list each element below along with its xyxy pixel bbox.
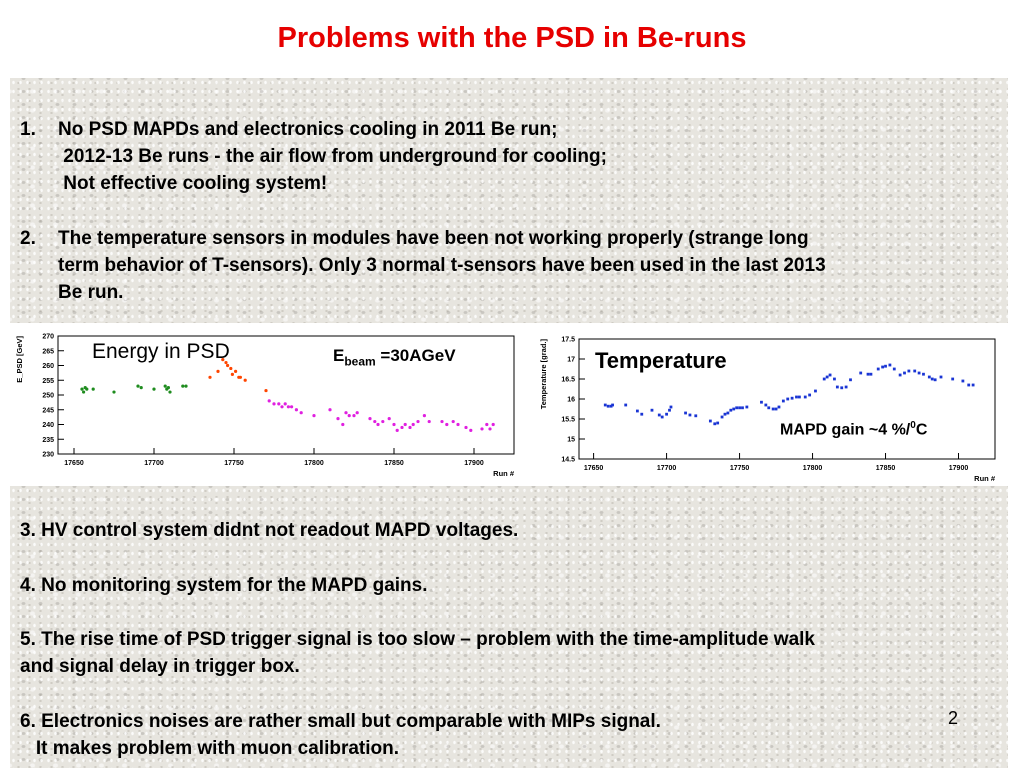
- energy-data-point: [231, 373, 234, 376]
- list-item-3: 3. HV control system didnt not readout MAPD voltages.: [20, 520, 519, 541]
- energy-x-tick-label: 17750: [224, 460, 244, 467]
- temperature-data-point: [928, 376, 931, 379]
- energy-data-point: [485, 423, 488, 426]
- energy-data-point: [164, 385, 167, 388]
- temperature-data-point: [836, 386, 839, 389]
- energy-y-tick-label: 255: [42, 377, 54, 385]
- ebeam-value: =30AGeV: [375, 346, 456, 365]
- energy-data-point: [181, 385, 184, 388]
- energy-data-point: [284, 402, 287, 405]
- energy-data-point: [373, 420, 376, 423]
- mapd-gain-sup: 0: [910, 420, 916, 431]
- energy-data-point: [277, 402, 280, 405]
- item-line: Not effective cooling system!: [58, 173, 328, 194]
- temperature-data-point: [732, 408, 735, 411]
- temperature-data-point: [709, 420, 712, 423]
- list-item-2: [20, 225, 826, 306]
- temperature-data-point: [826, 376, 829, 379]
- energy-data-point: [440, 420, 443, 423]
- energy-y-tick-label: 240: [42, 422, 54, 429]
- energy-data-point: [140, 386, 143, 389]
- energy-in-psd-label: Energy in PSD: [92, 340, 230, 363]
- energy-data-point: [184, 385, 187, 388]
- temperature-x-tick-label: 17650: [583, 465, 604, 472]
- temperature-data-point: [845, 386, 848, 389]
- energy-x-axis-label: Run #: [493, 469, 514, 478]
- temperature-data-point: [661, 416, 664, 419]
- energy-data-point: [336, 417, 339, 420]
- energy-data-point: [445, 423, 448, 426]
- temperature-data-point: [604, 404, 607, 407]
- energy-data-point: [272, 402, 275, 405]
- energy-y-axis-label: E_PSD [GeV]: [15, 336, 24, 383]
- energy-data-point: [348, 414, 351, 417]
- temperature-y-axis-label: Temperature [grad.]: [539, 339, 548, 410]
- temperature-label: Temperature: [595, 348, 727, 373]
- mapd-gain-label: [780, 420, 927, 439]
- energy-x-tick-label: 17800: [304, 460, 324, 467]
- temperature-data-point: [607, 405, 610, 408]
- energy-data-point: [456, 423, 459, 426]
- energy-data-point: [428, 420, 431, 423]
- energy-data-point: [239, 376, 242, 379]
- temperature-data-point: [640, 413, 643, 416]
- temperature-data-point: [804, 396, 807, 399]
- energy-data-point: [85, 388, 88, 391]
- temperature-data-point: [611, 404, 614, 407]
- page-number: 2: [948, 708, 959, 728]
- energy-x-tick-label: 17700: [144, 460, 164, 467]
- temperature-data-point: [729, 409, 732, 412]
- energy-y-tick-label: 245: [42, 407, 54, 415]
- temperature-data-point: [786, 398, 789, 401]
- energy-data-point: [368, 417, 371, 420]
- energy-data-point: [136, 385, 139, 388]
- temperature-data-point: [870, 373, 873, 376]
- item-number: 1.: [20, 119, 36, 140]
- temperature-data-point: [893, 368, 896, 371]
- list-item-1: [20, 116, 607, 197]
- temperature-data-point: [808, 394, 811, 397]
- temperature-data-point: [713, 422, 716, 425]
- energy-data-point: [408, 426, 411, 429]
- energy-data-point: [404, 423, 407, 426]
- temperature-data-point: [745, 406, 748, 409]
- temperature-data-point: [829, 374, 832, 377]
- temperature-data-point: [721, 416, 724, 419]
- temperature-x-tick-label: 17850: [875, 465, 896, 472]
- energy-data-point: [300, 411, 303, 414]
- item-line: 6. Electronics noises are rather small but comparable with MIPs signal.: [20, 711, 661, 732]
- temperature-data-point: [859, 372, 862, 375]
- temperature-data-point: [903, 372, 906, 375]
- slide-title: Problems with the PSD in Be-runs: [277, 22, 747, 54]
- energy-data-point: [82, 390, 85, 393]
- energy-data-point: [244, 379, 247, 382]
- temperature-y-tick-label: 14.5: [561, 456, 575, 464]
- temperature-data-point: [724, 413, 727, 416]
- energy-x-tick-label: 17650: [64, 460, 84, 467]
- temperature-data-point: [884, 365, 887, 368]
- temperature-data-point: [689, 414, 692, 417]
- energy-data-point: [328, 408, 331, 411]
- energy-data-point: [396, 429, 399, 432]
- temperature-data-point: [716, 422, 719, 425]
- temperature-data-point: [778, 406, 781, 409]
- temperature-data-point: [967, 384, 970, 387]
- mapd-gain-unit: C: [915, 421, 928, 439]
- energy-data-point: [290, 405, 293, 408]
- temperature-data-point: [922, 373, 925, 376]
- energy-data-point: [168, 390, 171, 393]
- energy-data-point: [352, 414, 355, 417]
- temperature-data-point: [881, 366, 884, 369]
- energy-data-point: [229, 367, 232, 370]
- energy-data-point: [92, 388, 95, 391]
- energy-y-tick-label: 265: [42, 348, 54, 356]
- energy-y-tick-label: 270: [42, 333, 54, 341]
- energy-data-point: [488, 427, 491, 430]
- temperature-data-point: [735, 406, 738, 409]
- temperature-x-tick-label: 17700: [656, 465, 677, 472]
- temperature-data-point: [624, 404, 627, 407]
- temperature-data-point: [760, 401, 763, 404]
- energy-y-tick-label: 260: [42, 363, 54, 370]
- item-line: The temperature sensors in modules have been not working properly (strange long: [58, 228, 809, 249]
- energy-data-point: [280, 405, 283, 408]
- energy-data-point: [234, 370, 237, 373]
- ebeam-symbol: E: [333, 346, 345, 365]
- energy-data-point: [392, 423, 395, 426]
- temperature-y-tick-label: 17: [567, 356, 575, 364]
- item-line: term behavior of T-sensors). Only 3 normal t-sensors have been used in the last 2013: [58, 255, 826, 276]
- energy-data-point: [344, 411, 347, 414]
- energy-data-point: [469, 429, 472, 432]
- energy-data-point: [412, 423, 415, 426]
- temperature-x-tick-label: 17900: [948, 465, 969, 472]
- temperature-data-point: [651, 409, 654, 412]
- temperature-data-point: [918, 372, 921, 375]
- temperature-data-point: [738, 406, 741, 409]
- item-line: 5. The rise time of PSD trigger signal is too slow – problem with the time-amplitude walk: [20, 629, 815, 650]
- item-line: Be run.: [58, 282, 124, 303]
- energy-data-point: [356, 411, 359, 414]
- energy-x-tick-label: 17850: [384, 460, 404, 467]
- temperature-data-point: [867, 373, 870, 376]
- list-item-4: 4. No monitoring system for the MAPD gains.: [20, 575, 428, 596]
- temperature-x-tick-label: 17750: [729, 465, 750, 472]
- temperature-data-point: [889, 364, 892, 367]
- temperature-data-point: [665, 413, 668, 416]
- energy-data-point: [287, 405, 290, 408]
- energy-data-point: [452, 420, 455, 423]
- temperature-data-point: [877, 368, 880, 371]
- temperature-y-tick-label: 15.5: [561, 416, 575, 424]
- temperature-data-point: [940, 376, 943, 379]
- temperature-y-tick-label: 16.5: [561, 376, 575, 384]
- temperature-data-point: [934, 378, 937, 381]
- energy-data-point: [312, 414, 315, 417]
- temperature-data-point: [913, 370, 916, 373]
- temperature-data-point: [658, 414, 661, 417]
- mapd-gain-text: MAPD gain ~4 %/: [780, 421, 911, 439]
- temperature-data-point: [767, 406, 770, 409]
- temperature-x-axis-label: Run #: [974, 474, 995, 483]
- energy-data-point: [80, 388, 83, 391]
- temperature-data-point: [798, 396, 801, 399]
- item-line: It makes problem with muon calibration.: [20, 738, 400, 759]
- temperature-data-point: [764, 404, 767, 407]
- temperature-data-point: [931, 378, 934, 381]
- item-number: 2.: [20, 228, 36, 249]
- temperature-data-point: [833, 378, 836, 381]
- temperature-y-tick-label: 16: [567, 396, 575, 404]
- temperature-data-point: [772, 408, 775, 411]
- temperature-data-point: [951, 378, 954, 381]
- ebeam-label: [333, 346, 456, 368]
- ebeam-subscript: beam: [344, 354, 376, 369]
- item-line: and signal delay in trigger box.: [20, 656, 300, 677]
- temperature-data-point: [741, 406, 744, 409]
- energy-data-point: [388, 417, 391, 420]
- energy-data-point: [416, 420, 419, 423]
- energy-data-point: [492, 423, 495, 426]
- temperature-data-point: [899, 374, 902, 377]
- temperature-data-point: [782, 400, 785, 403]
- temperature-x-tick-label: 17800: [802, 465, 823, 472]
- temperature-data-point: [907, 370, 910, 373]
- list-item-6: [20, 708, 661, 762]
- temperature-data-point: [823, 378, 826, 381]
- temperature-y-tick-label: 15: [567, 436, 575, 444]
- energy-data-point: [381, 420, 384, 423]
- temperature-data-point: [636, 410, 639, 413]
- energy-data-point: [376, 423, 379, 426]
- temperature-data-point: [849, 378, 852, 381]
- temperature-data-point: [775, 408, 778, 411]
- energy-data-point: [226, 364, 229, 367]
- energy-x-tick-label: 17900: [464, 460, 484, 467]
- temperature-data-point: [684, 412, 687, 415]
- energy-data-point: [208, 376, 211, 379]
- energy-data-point: [480, 427, 483, 430]
- list-item-5: [20, 626, 815, 680]
- temperature-data-point: [840, 386, 843, 389]
- temperature-data-point: [795, 396, 798, 399]
- energy-data-point: [464, 426, 467, 429]
- item-line: No PSD MAPDs and electronics cooling in 2011 Be run;: [58, 119, 558, 140]
- temperature-data-point: [670, 406, 673, 409]
- energy-data-point: [216, 370, 219, 373]
- energy-data-point: [423, 414, 426, 417]
- energy-y-tick-label: 250: [42, 392, 54, 400]
- energy-data-point: [341, 423, 344, 426]
- temperature-data-point: [726, 412, 729, 415]
- item-line: 2012-13 Be runs - the air flow from underground for cooling;: [58, 146, 607, 167]
- temperature-data-point: [694, 414, 697, 417]
- temperature-y-tick-label: 17.5: [561, 336, 575, 344]
- energy-data-point: [400, 426, 403, 429]
- energy-data-point: [152, 388, 155, 391]
- energy-data-point: [112, 390, 115, 393]
- temperature-data-point: [668, 409, 671, 412]
- energy-data-point: [167, 386, 170, 389]
- temperature-data-point: [961, 380, 964, 383]
- energy-data-point: [268, 399, 271, 402]
- temperature-data-point: [791, 397, 794, 400]
- energy-y-tick-label: 235: [42, 436, 54, 444]
- energy-data-point: [264, 389, 267, 392]
- energy-data-point: [295, 408, 298, 411]
- energy-y-tick-label: 230: [42, 451, 54, 459]
- temperature-data-point: [814, 390, 817, 393]
- temperature-data-point: [972, 384, 975, 387]
